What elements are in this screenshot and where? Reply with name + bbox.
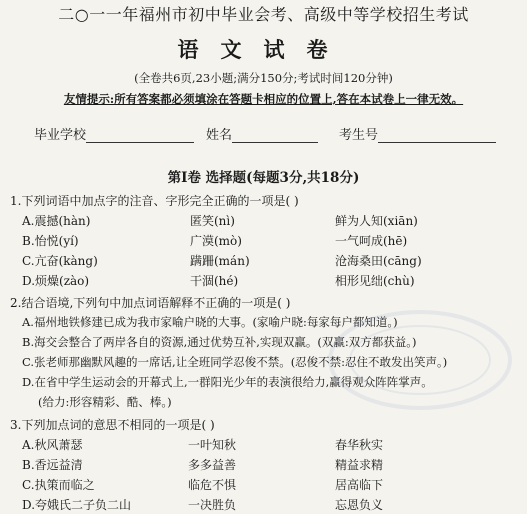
q1-option-d2: 干涸(hé): [190, 274, 239, 288]
school-blank[interactable]: [86, 128, 194, 143]
q2-option-a: A.福州地铁修建已成为我市家喻户晓的大事。(家喻户晓:每家每户都知道。): [22, 315, 398, 329]
q1-option-b3: 一气呵成(hē): [335, 234, 408, 248]
q1-stem: 1.下列词语中加点字的注音、字形完全正确的一项是( ): [10, 194, 299, 208]
q2-option-b: B.海交会整合了两岸各自的资源,通过优势互补,实现双赢。(双赢:双方都获益。): [22, 335, 417, 349]
exam-header-title: 二○一一年福州市初中毕业会考、高级中等学校招生考试: [58, 5, 469, 24]
exam-no-label: 考生号: [339, 128, 379, 143]
q1-option-b2: 广漠(mò): [190, 234, 242, 248]
school-label: 毕业学校: [34, 128, 87, 143]
section-title: 第Ⅰ卷 选择题(每题3分,共18分): [167, 170, 360, 186]
notice-text: 所有答案都必须填涂在答题卡相应的位置上,答在本试卷上一律无效。: [114, 92, 464, 106]
q3-option-b3: 精益求精: [335, 458, 384, 472]
name-field[interactable]: [206, 124, 318, 143]
q3-option-a2: 一叶知秋: [188, 438, 237, 452]
q2-option-c: C.张老师那幽默风趣的一席话,让全班同学忍俊不禁。(忍俊不禁:忍住不敢发出笑声。): [22, 355, 448, 369]
q3-option-a3: 春华秋实: [335, 438, 384, 452]
q1-option-c3: 沧海桑田(cāng): [335, 254, 422, 268]
exam-no-blank[interactable]: [378, 128, 496, 143]
q1-option-b1: B.怡悦(yí): [22, 234, 79, 248]
q2-option-d-line1: D.在省中学生运动会的开幕式上,一群阳光少年的表演很给力,赢得观众阵阵掌声。: [22, 375, 433, 389]
q2-stem: 2.结合语境,下列句中加点词语解释不正确的一项是( ): [10, 296, 291, 310]
q3-option-d1: D.夸娥氏二子负二山: [22, 498, 132, 512]
subject-title: 语文试卷: [177, 37, 350, 62]
school-field[interactable]: [34, 124, 194, 143]
q1-option-a3: 鲜为人知(xiān): [335, 214, 418, 228]
notice: [0, 91, 527, 107]
q1-option-d3: 相形见绌(chù): [335, 274, 415, 288]
q3-option-c2: 临危不惧: [188, 478, 237, 492]
q3-stem: 3.下列加点词的意思不相同的一项是( ): [10, 418, 215, 432]
exam-no-field[interactable]: [339, 124, 496, 143]
q2-option-d-line2: (给力:形容精彩、酷、棒。): [38, 395, 172, 409]
q1-option-c2: 蹒跚(mán): [190, 254, 250, 268]
name-label: 姓名: [206, 128, 233, 143]
q3-option-c3: 居高临下: [335, 478, 384, 492]
q3-option-d2: 一决胜负: [188, 498, 237, 512]
q1-option-a2: 匿笑(nì): [190, 214, 235, 228]
exam-info: (全卷共6页,23小题;满分150分;考试时间120分钟): [134, 71, 393, 85]
watermark-stamp: [320, 300, 520, 420]
q1-option-d1: D.烦燥(zào): [22, 274, 90, 288]
q1-option-a1: A.震撼(hàn): [22, 214, 91, 228]
q1-option-c1: C.亢奋(kàng): [22, 254, 98, 268]
notice-label: 友情提示:: [63, 92, 115, 106]
q3-option-b1: B.香远益清: [22, 458, 83, 472]
q3-option-c1: C.执策而临之: [22, 478, 95, 492]
name-blank[interactable]: [232, 128, 318, 143]
q3-option-b2: 多多益善: [188, 458, 237, 472]
q3-option-d3: 忘恩负义: [335, 498, 384, 512]
q3-option-a1: A.秋风萧瑟: [22, 438, 83, 452]
